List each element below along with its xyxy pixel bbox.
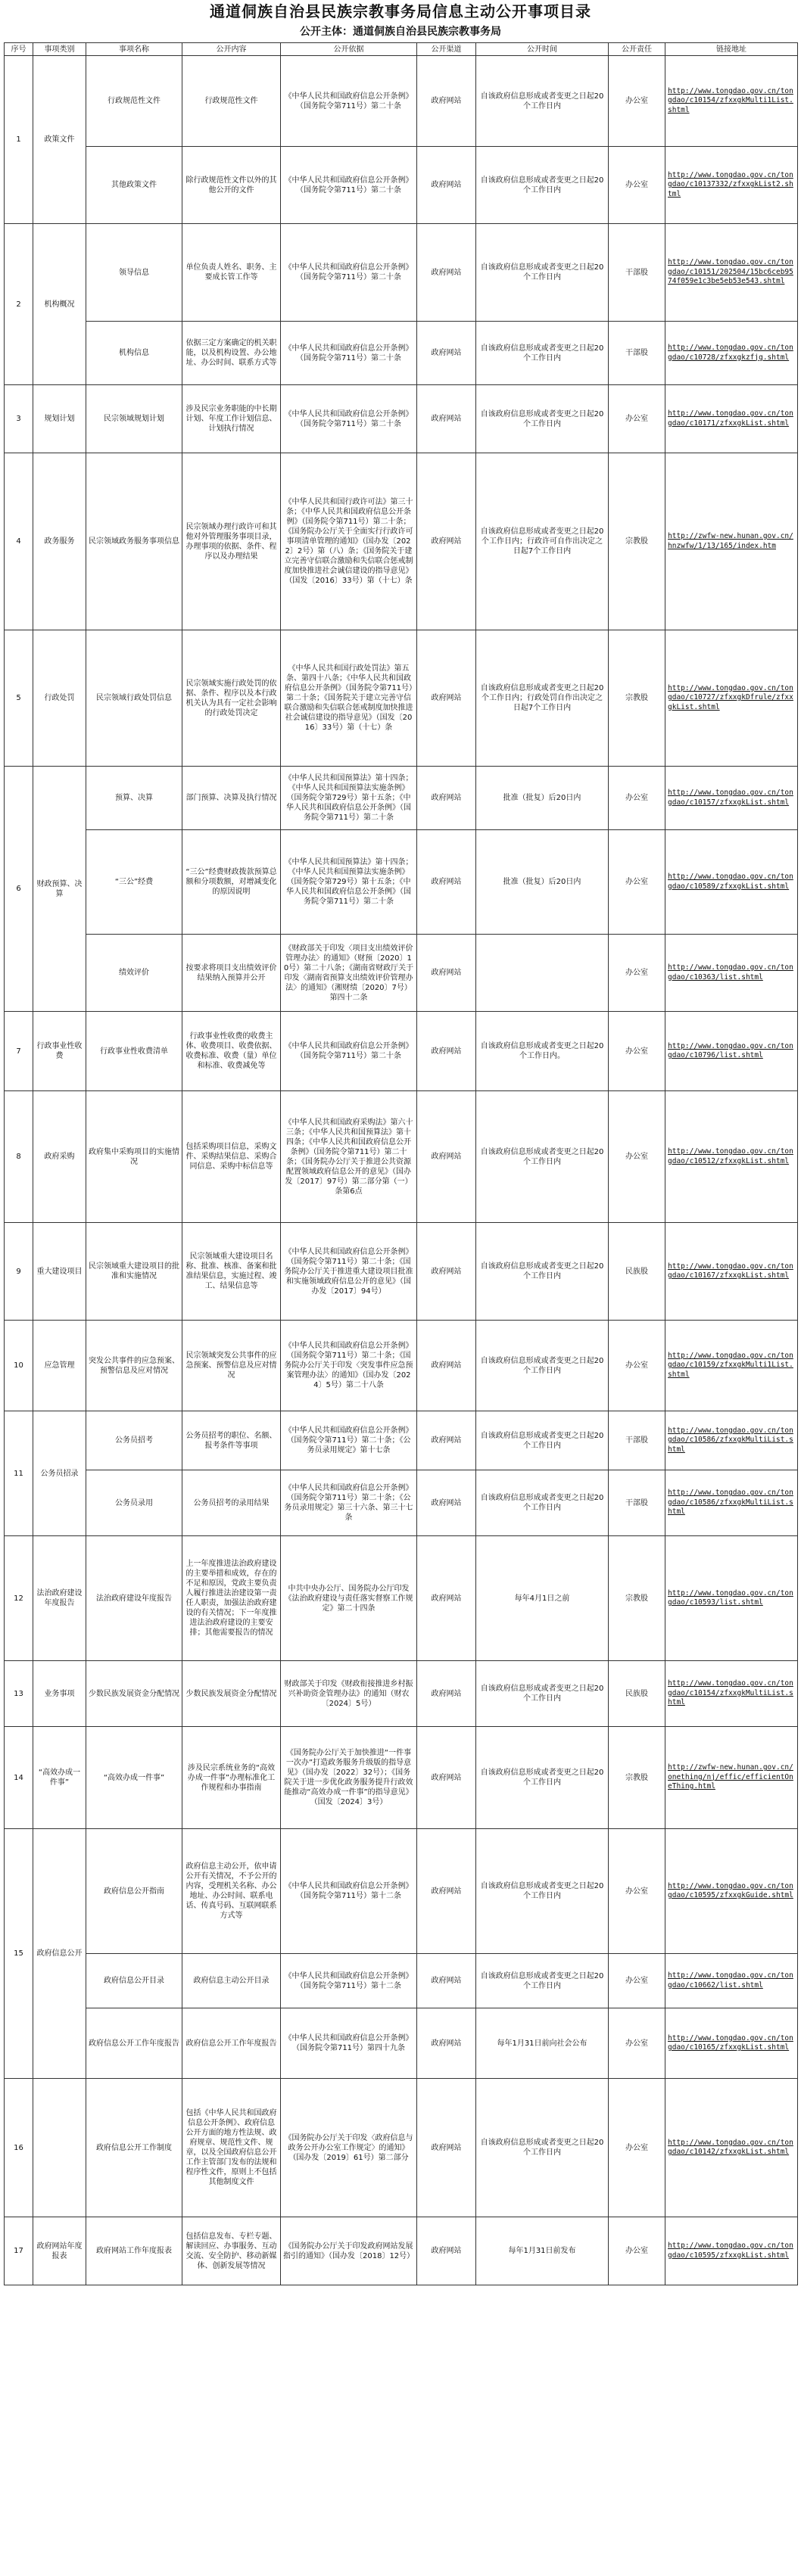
item-channel: 政府网站 (417, 1411, 476, 1470)
row-number: 3 (5, 385, 33, 453)
item-name: 公务员招考 (86, 1411, 182, 1470)
item-basis: 《中华人民共和国政府信息公开条例》（国务院令第711号）第二十条；《公务员录用规定》第三十六条、第三十七条 (281, 1470, 417, 1536)
row-category: 应急管理 (33, 1321, 86, 1411)
item-content: 除行政规范性文件以外的其他公开的文件 (182, 147, 281, 224)
row-number: 4 (5, 453, 33, 630)
item-channel: 政府网站 (417, 385, 476, 453)
item-content: 行政规范性文件 (182, 56, 281, 147)
table-row (5, 1954, 798, 2008)
item-channel: 政府网站 (417, 56, 476, 147)
item-content: 民宗领域实施行政处罚的依据、条件、程序以及本行政机关认为具有一定社会影响的行政处罚决定 (182, 630, 281, 767)
row-number: 14 (5, 1727, 33, 1829)
item-responsible: 办公室 (609, 1829, 665, 1954)
item-name: 领导信息 (86, 224, 182, 322)
item-channel: 政府网站 (417, 830, 476, 935)
table-row (5, 224, 798, 322)
item-name: 政府信息公开目录 (86, 1954, 182, 2008)
page-title: 通道侗族自治县民族宗教事务局信息主动公开事项目录 (210, 2, 591, 20)
item-time: 自该政府信息形成或者变更之日起20个工作日内；行政许可自作出决定之日起7个工作日内 (476, 453, 609, 630)
item-basis: 财政部关于印发《财政衔接推进乡村振兴补助资金管理办法》的通知（财农〔2024〕5号） (281, 1661, 417, 1727)
item-name: 民宗领域政务服务事项信息 (86, 453, 182, 630)
item-time: 自该政府信息形成或者变更之日起20个工作日内 (476, 1727, 609, 1829)
row-category: 重大建设项目 (33, 1223, 86, 1321)
table-row (5, 1091, 798, 1223)
row-number: 8 (5, 1091, 33, 1223)
item-link[interactable]: http://www.tongdao.gov.cn/tongdao/c10796/list.shtml (665, 1012, 798, 1091)
item-link[interactable]: http://www.tongdao.gov.cn/tongdao/c10154/zfxxgkMulti1List.shtml (665, 56, 798, 147)
item-time: 自该政府信息形成或者变更之日起20个工作日内 (476, 385, 609, 453)
row-number: 15 (5, 1829, 33, 2079)
item-time (476, 935, 609, 1012)
item-name: 行政事业性收费清单 (86, 1012, 182, 1091)
item-name: 突发公共事件的应急预案、预警信息及应对情况 (86, 1321, 182, 1411)
table-row (5, 2008, 798, 2079)
header-channel: 公开渠道 (417, 43, 476, 56)
table-row (5, 2217, 798, 2285)
item-time: 自该政府信息形成或者变更之日起20个工作日内 (476, 322, 609, 385)
item-content: 民宗领域突发公共事件的应急预案、预警信息及应对情况 (182, 1321, 281, 1411)
item-channel: 政府网站 (417, 453, 476, 630)
item-link[interactable]: http://www.tongdao.gov.cn/tongdao/c10586/zfxxgkMultiList.shtml (665, 1470, 798, 1536)
item-basis: 《中华人民共和国政府信息公开条例》（国务院令第711号）第二十条 (281, 1012, 417, 1091)
page-subtitle: 公开主体：通道侗族自治县民族宗教事务局 (300, 26, 501, 38)
header-resp: 公开责任 (609, 43, 665, 56)
item-basis: 《中华人民共和国政府信息公开条例》（国务院令第711号）第二十条；《国务院办公厅关于印发〈突发事件应急预案管理办法〉的通知》（国办发〔2024〕5号）第二十八条 (281, 1321, 417, 1411)
item-time: 批准（批复）后20日内 (476, 767, 609, 830)
item-name: 其他政策文件 (86, 147, 182, 224)
row-category: 财政预算、决算 (33, 767, 86, 1012)
item-time: 每年1月31日前发布 (476, 2217, 609, 2285)
item-name: 少数民族发展资金分配情况 (86, 1661, 182, 1727)
table-row (5, 453, 798, 630)
item-time: 批准（批复）后20日内 (476, 830, 609, 935)
item-responsible: 民族股 (609, 1223, 665, 1321)
item-channel: 政府网站 (417, 2008, 476, 2079)
table-row (5, 1223, 798, 1321)
row-number: 11 (5, 1411, 33, 1536)
table-row (5, 935, 798, 1012)
item-content: 政府信息公开工作年度报告 (182, 2008, 281, 2079)
item-content: 单位负责人姓名、职务、主要成长管工作等 (182, 224, 281, 322)
item-content: 民宗领域重大建设项目名称、批准、核准、备案和批准结果信息，实施过程、竣工、结果信息等 (182, 1223, 281, 1321)
item-responsible: 干部股 (609, 1411, 665, 1470)
item-basis: 《中华人民共和国政府信息公开条例》（国务院令第711号）第二十条 (281, 147, 417, 224)
item-channel: 政府网站 (417, 935, 476, 1012)
table-row (5, 385, 798, 453)
item-time: 自该政府信息形成或者变更之日起20个工作日内；行政处罚自作出决定之日起7个工作日内 (476, 630, 609, 767)
row-number: 5 (5, 630, 33, 767)
item-name: 绩效评价 (86, 935, 182, 1012)
item-time: 自该政府信息形成或者变更之日起20个工作日内 (476, 1321, 609, 1411)
item-link[interactable]: http://www.tongdao.gov.cn/tongdao/c10159/zfxxgkMulti1List.shtml (665, 1321, 798, 1411)
row-category: “高效办成一件事” (33, 1727, 86, 1829)
item-basis: 《国务院办公厅关于加快推进“一件事一次办”打造政务服务升级版的指导意见》（国办发〔2022〕32号）；《国务院关于进一步优化政务服务提升行政效能推动“高效办成一件事”的指导意见》（国发〔2024〕3号） (281, 1727, 417, 1829)
item-time: 自该政府信息形成或者变更之日起20个工作日内 (476, 1091, 609, 1223)
item-time: 自该政府信息形成或者变更之日起20个工作日内 (476, 147, 609, 224)
table-row (5, 1470, 798, 1536)
row-category: 机构概况 (33, 224, 86, 385)
item-link[interactable]: http://www.tongdao.gov.cn/tongdao/c10662/list.shtml (665, 1954, 798, 2008)
item-link[interactable]: http://zwfw-new.hunan.gov.cn/onething/nj/effic/efficientOneThing.html (665, 1727, 798, 1829)
row-number: 13 (5, 1661, 33, 1727)
item-link[interactable]: http://zwfw-new.hunan.gov.cn/hnzwfw/1/13/165/index.htm (665, 453, 798, 630)
row-category: 政策文件 (33, 56, 86, 224)
item-channel: 政府网站 (417, 1727, 476, 1829)
header-content: 公开内容 (182, 43, 281, 56)
item-channel: 政府网站 (417, 1661, 476, 1727)
item-link[interactable]: http://www.tongdao.gov.cn/tongdao/c10167/zfxxgkList.shtml (665, 1223, 798, 1321)
header-category: 事项类别 (33, 43, 86, 56)
table-row (5, 830, 798, 935)
item-name: “三公”经费 (86, 830, 182, 935)
row-number: 2 (5, 224, 33, 385)
item-content: 部门预算、决算及执行情况 (182, 767, 281, 830)
row-category: 法治政府建设年度报告 (33, 1536, 86, 1661)
item-basis: 《中华人民共和国政府信息公开条例》（国务院令第711号）第二十条 (281, 224, 417, 322)
item-responsible: 办公室 (609, 767, 665, 830)
item-link[interactable]: http://www.tongdao.gov.cn/tongdao/c10595/zfxxgkGuide.shtml (665, 1829, 798, 1954)
header-row (5, 43, 798, 56)
item-link[interactable]: http://www.tongdao.gov.cn/tongdao/c10165/zfxxgkList.shtml (665, 2008, 798, 2079)
item-name: 法治政府建设年度报告 (86, 1536, 182, 1661)
item-content: 民宗领域办理行政许可和其他对外管理服务事项目录，办理事项的依据、条件、程序以及办理结果 (182, 453, 281, 630)
item-basis: 《中华人民共和国政府信息公开条例》（国务院令第711号）第十二条 (281, 1954, 417, 2008)
item-responsible: 办公室 (609, 385, 665, 453)
item-responsible: 宗教股 (609, 1536, 665, 1661)
item-link[interactable]: http://www.tongdao.gov.cn/tongdao/c10595/zfxxgkList.shtml (665, 2217, 798, 2285)
item-basis: 《中华人民共和国政府信息公开条例》（国务院令第711号）第二十条 (281, 385, 417, 453)
item-content: 公务员招考的职位、名额、报考条件等事项 (182, 1411, 281, 1470)
item-content: 行政事业性收费的收费主体、收费项目、收费依据、收费标准、收费（量）单位和标准、收费减免等 (182, 1012, 281, 1091)
item-channel: 政府网站 (417, 1954, 476, 2008)
item-name: 民宗领域行政处罚信息 (86, 630, 182, 767)
item-channel: 政府网站 (417, 1091, 476, 1223)
item-basis: 《财政部关于印发〈项目支出绩效评价管理办法〉的通知》（财预〔2020〕10号）第二十八条；《湖南省财政厅关于印发〈湖南省预算支出绩效评价管理办法〉的通知》（湘财绩〔2020〕7号）第四十二条 (281, 935, 417, 1012)
row-category: 政府采购 (33, 1091, 86, 1223)
table-body (5, 56, 798, 2285)
item-channel: 政府网站 (417, 2217, 476, 2285)
table-row (5, 1012, 798, 1091)
item-responsible: 干部股 (609, 224, 665, 322)
item-content: 少数民族发展资金分配情况 (182, 1661, 281, 1727)
item-basis: 《国务院办公厅关于印发政府网站发展指引的通知》（国办发〔2018〕12号） (281, 2217, 417, 2285)
item-content: 按要求将项目支出绩效评价结果纳入预算并公开 (182, 935, 281, 1012)
item-responsible: 民族股 (609, 1661, 665, 1727)
row-category: 行政处罚 (33, 630, 86, 767)
item-time: 自该政府信息形成或者变更之日起20个工作日内 (476, 1411, 609, 1470)
item-channel: 政府网站 (417, 322, 476, 385)
item-basis: 《中华人民共和国政府信息公开条例》（国务院令第711号）第二十条；《公务员录用规定》第十七条 (281, 1411, 417, 1470)
item-time: 自该政府信息形成或者变更之日起20个工作日内 (476, 2079, 609, 2217)
item-name: 行政规范性文件 (86, 56, 182, 147)
item-channel: 政府网站 (417, 1536, 476, 1661)
item-basis: 《中华人民共和国预算法》第十四条；《中华人民共和国预算法实施条例》（国务院令第729号）第十五条；《中华人民共和国政府信息公开条例》（国务院令第711号）第二十条 (281, 767, 417, 830)
table-row (5, 322, 798, 385)
item-content: 依据三定方案确定的机关职能，以及机构设置、办公地址、办公时间、联系方式等 (182, 322, 281, 385)
item-basis: 《中华人民共和国政府信息公开条例》（国务院令第711号）第二十条 (281, 322, 417, 385)
item-responsible: 办公室 (609, 830, 665, 935)
item-name: 民宗领域重大建设项目的批准和实施情况 (86, 1223, 182, 1321)
row-number: 9 (5, 1223, 33, 1321)
table-row (5, 2079, 798, 2217)
item-name: “高效办成一件事” (86, 1727, 182, 1829)
table-row (5, 1727, 798, 1829)
item-basis: 《中华人民共和国政府信息公开条例》（国务院令第711号）第二十条 (281, 56, 417, 147)
item-name: 政府网站工作年度报表 (86, 2217, 182, 2285)
item-name: 预算、决算 (86, 767, 182, 830)
item-responsible: 办公室 (609, 1012, 665, 1091)
item-link[interactable]: http://www.tongdao.gov.cn/tongdao/c10137332/zfxxgkList2.shtml (665, 147, 798, 224)
item-responsible: 宗教股 (609, 453, 665, 630)
item-channel: 政府网站 (417, 630, 476, 767)
item-responsible: 干部股 (609, 322, 665, 385)
item-basis: 《中华人民共和国政府信息公开条例》（国务院令第711号）第二十条；《国务院办公厅关于推进重大建设项目批准和实施领域政府信息公开的意见》（国办发〔2017〕94号） (281, 1223, 417, 1321)
row-category: 政府信息公开 (33, 1829, 86, 2079)
item-time: 自该政府信息形成或者变更之日起20个工作日内 (476, 56, 609, 147)
table-row (5, 1321, 798, 1411)
item-time: 自该政府信息形成或者变更之日起20个工作日内 (476, 224, 609, 322)
item-content: 包括采购项目信息，采购文件、采购结果信息、采购合同信息、采购中标信息等 (182, 1091, 281, 1223)
item-basis: 《中华人民共和国政府信息公开条例》（国务院令第711号）第四十九条 (281, 2008, 417, 2079)
header-basis: 公开依据 (281, 43, 417, 56)
item-responsible: 宗教股 (609, 630, 665, 767)
item-responsible: 办公室 (609, 2217, 665, 2285)
item-link[interactable]: http://www.tongdao.gov.cn/tongdao/c10154/zfxxgkMultiList.shtml (665, 1661, 798, 1727)
row-category: 政务服务 (33, 453, 86, 630)
item-time: 自该政府信息形成或者变更之日起20个工作日内 (476, 1661, 609, 1727)
row-category (33, 2079, 86, 2217)
table-row (5, 1661, 798, 1727)
item-link[interactable]: http://www.tongdao.gov.cn/tongdao/c10151/202504/15bc6ceb9574f059e1c3be5eb53e543.shtml (665, 224, 798, 322)
row-number: 6 (5, 767, 33, 1012)
item-content: 涉及民宗系统业务的“高效办成一件事”办理标准化工作规程和办事指南 (182, 1727, 281, 1829)
item-responsible: 宗教股 (609, 1727, 665, 1829)
item-responsible: 办公室 (609, 1321, 665, 1411)
item-channel: 政府网站 (417, 1012, 476, 1091)
item-time: 每年4月1日之前 (476, 1536, 609, 1661)
item-link[interactable]: http://www.tongdao.gov.cn/tongdao/c10363/list.shtml (665, 935, 798, 1012)
item-basis: 《中华人民共和国政府信息公开条例》（国务院令第711号）第十二条 (281, 1829, 417, 1954)
item-channel: 政府网站 (417, 1223, 476, 1321)
item-time: 自该政府信息形成或者变更之日起20个工作日内 (476, 1470, 609, 1536)
item-basis: 中共中央办公厅、国务院办公厅印发《法治政府建设与责任落实督察工作规定》第二十四条 (281, 1536, 417, 1661)
item-link[interactable]: http://www.tongdao.gov.cn/tongdao/c10727/zfxxgkDfrule/zfxxgkList.shtml (665, 630, 798, 767)
disclosure-table (4, 42, 798, 2285)
row-category: 政府网站年度报表 (33, 2217, 86, 2285)
item-channel: 政府网站 (417, 2079, 476, 2217)
item-content: 政府信息主动公开目录 (182, 1954, 281, 2008)
item-channel: 政府网站 (417, 1470, 476, 1536)
row-category: 行政事业性收费 (33, 1012, 86, 1091)
header-time: 公开时间 (476, 43, 609, 56)
item-time: 自该政府信息形成或者变更之日起20个工作日内。 (476, 1012, 609, 1091)
item-basis: 《中华人民共和国预算法》第十四条；《中华人民共和国预算法实施条例》（国务院令第729号）第十五条；《中华人民共和国政府信息公开条例》（国务院令第711号）第二十条 (281, 830, 417, 935)
item-channel: 政府网站 (417, 1321, 476, 1411)
table-row (5, 147, 798, 224)
item-link[interactable]: http://www.tongdao.gov.cn/tongdao/c10157/zfxxgkList.shtml (665, 767, 798, 830)
item-name: 政府信息公开指南 (86, 1829, 182, 1954)
header-no: 序号 (5, 43, 33, 56)
item-responsible: 办公室 (609, 147, 665, 224)
item-responsible: 办公室 (609, 1954, 665, 2008)
row-number: 17 (5, 2217, 33, 2285)
item-responsible: 办公室 (609, 1091, 665, 1223)
item-name: 机构信息 (86, 322, 182, 385)
item-responsible: 办公室 (609, 2079, 665, 2217)
item-basis: 《中华人民共和国政府采购法》第六十三条；《中华人民共和国预算法》第十四条；《中华人民共和国政府信息公开条例》（国务院令第711号）第二十条；《国务院办公厅关于推进公共资源配置领域政府信息公开的意见》（国办发〔2017〕97号）第二部分第（一）条第6点 (281, 1091, 417, 1223)
item-link[interactable]: http://www.tongdao.gov.cn/tongdao/c10142/zfxxgkList.shtml (665, 2079, 798, 2217)
row-category: 规划计划 (33, 385, 86, 453)
item-basis: 《中华人民共和国行政许可法》第三十条；《中华人民共和国政府信息公开条例》（国务院令第711号）第二十条；《国务院办公厅关于全面实行行政许可事项清单管理的通知》（国办发〔2022〕2号）第（八）条；《国务院关于建立完善守信联合激励和失信联合惩戒制度加快推进社会诚信建设的指导意见》（国发〔2016〕33号）第（十七）条 (281, 453, 417, 630)
item-channel: 政府网站 (417, 147, 476, 224)
item-content: 政府信息主动公开，依申请公开有关情况，不予公开的内容，受理机关名称、办公地址、办公时间、联系电话、传真号码、互联网联系方式等 (182, 1829, 281, 1954)
item-link[interactable]: http://www.tongdao.gov.cn/tongdao/c10593/list.shtml (665, 1536, 798, 1661)
row-category: 公务员招录 (33, 1411, 86, 1536)
item-content: 涉及民宗业务职能的中长期计划、年度工作计划信息、计划执行情况 (182, 385, 281, 453)
item-time: 每年1月31日前向社会公布 (476, 2008, 609, 2079)
row-number: 10 (5, 1321, 33, 1411)
row-number: 1 (5, 56, 33, 224)
item-basis: 《国务院办公厅关于印发〈政府信息与政务公开办公室工作规定〉的通知》（国办发〔2019〕61号）第二部分 (281, 2079, 417, 2217)
row-number: 16 (5, 2079, 33, 2217)
item-link[interactable]: http://www.tongdao.gov.cn/tongdao/c10589/zfxxgkList.shtml (665, 830, 798, 935)
item-link[interactable]: http://www.tongdao.gov.cn/tongdao/c10512/zfxxgkList.shtml (665, 1091, 798, 1223)
table-row (5, 56, 798, 147)
item-content: 公务员招考的录用结果 (182, 1470, 281, 1536)
item-link[interactable]: http://www.tongdao.gov.cn/tongdao/c10728/zfxxgkzfjg.shtml (665, 322, 798, 385)
item-name: 公务员录用 (86, 1470, 182, 1536)
item-content: 包括《中华人民共和国政府信息公开条例》、政府信息公开方面的地方性法规、政府规章、规范性文件、规章，以及全国政府信息公开工作主管部门发布的法规和程序性文件，原则上不包括其他制度文件 (182, 2079, 281, 2217)
item-responsible: 办公室 (609, 2008, 665, 2079)
item-time: 自该政府信息形成或者变更之日起20个工作日内 (476, 1829, 609, 1954)
table-row (5, 630, 798, 767)
item-content: 包括信息发布、专栏专题、解读回应、办事服务、互动交流、安全防护、移动新媒体、创新发展等情况 (182, 2217, 281, 2285)
item-time: 自该政府信息形成或者变更之日起20个工作日内 (476, 1223, 609, 1321)
item-link[interactable]: http://www.tongdao.gov.cn/tongdao/c10171/zfxxgkList.shtml (665, 385, 798, 453)
item-name: 民宗领域规划计划 (86, 385, 182, 453)
item-content: 上一年度推进法治政府建设的主要举措和成效，存在的不足和原因，党政主要负责人履行推进法治建设第一责任人职责，加强法治政府建设的有关情况；下一年度推进法治政府建设的主要安排；其他需要报告的情况 (182, 1536, 281, 1661)
item-content: “三公”经费财政拨款预算总额和分项数额，对增减变化的原因说明 (182, 830, 281, 935)
header-link: 链接地址 (665, 43, 798, 56)
row-number: 7 (5, 1012, 33, 1091)
item-name: 政府信息公开工作年度报告 (86, 2008, 182, 2079)
table-row (5, 767, 798, 830)
item-responsible: 办公室 (609, 935, 665, 1012)
item-name: 政府集中采购项目的实施情况 (86, 1091, 182, 1223)
item-time: 自该政府信息形成或者变更之日起20个工作日内 (476, 1954, 609, 2008)
item-channel: 政府网站 (417, 224, 476, 322)
item-channel: 政府网站 (417, 767, 476, 830)
row-category: 业务事项 (33, 1661, 86, 1727)
item-responsible: 干部股 (609, 1470, 665, 1536)
table-row (5, 1536, 798, 1661)
row-number: 12 (5, 1536, 33, 1661)
item-link[interactable]: http://www.tongdao.gov.cn/tongdao/c10586/zfxxgkMultiList.shtml (665, 1411, 798, 1470)
table-row (5, 1411, 798, 1470)
item-channel: 政府网站 (417, 1829, 476, 1954)
item-name: 政府信息公开工作制度 (86, 2079, 182, 2217)
table-row (5, 1829, 798, 1954)
item-responsible: 办公室 (609, 56, 665, 147)
header-name: 事项名称 (86, 43, 182, 56)
item-basis: 《中华人民共和国行政处罚法》第五条、第四十八条；《中华人民共和国政府信息公开条例》（国务院令第711号）第二十条；《国务院关于建立完善守信联合激励和失信联合惩戒制度加快推进社会诚信建设的指导意见》（国发〔2016〕33号）第（十七）条 (281, 630, 417, 767)
